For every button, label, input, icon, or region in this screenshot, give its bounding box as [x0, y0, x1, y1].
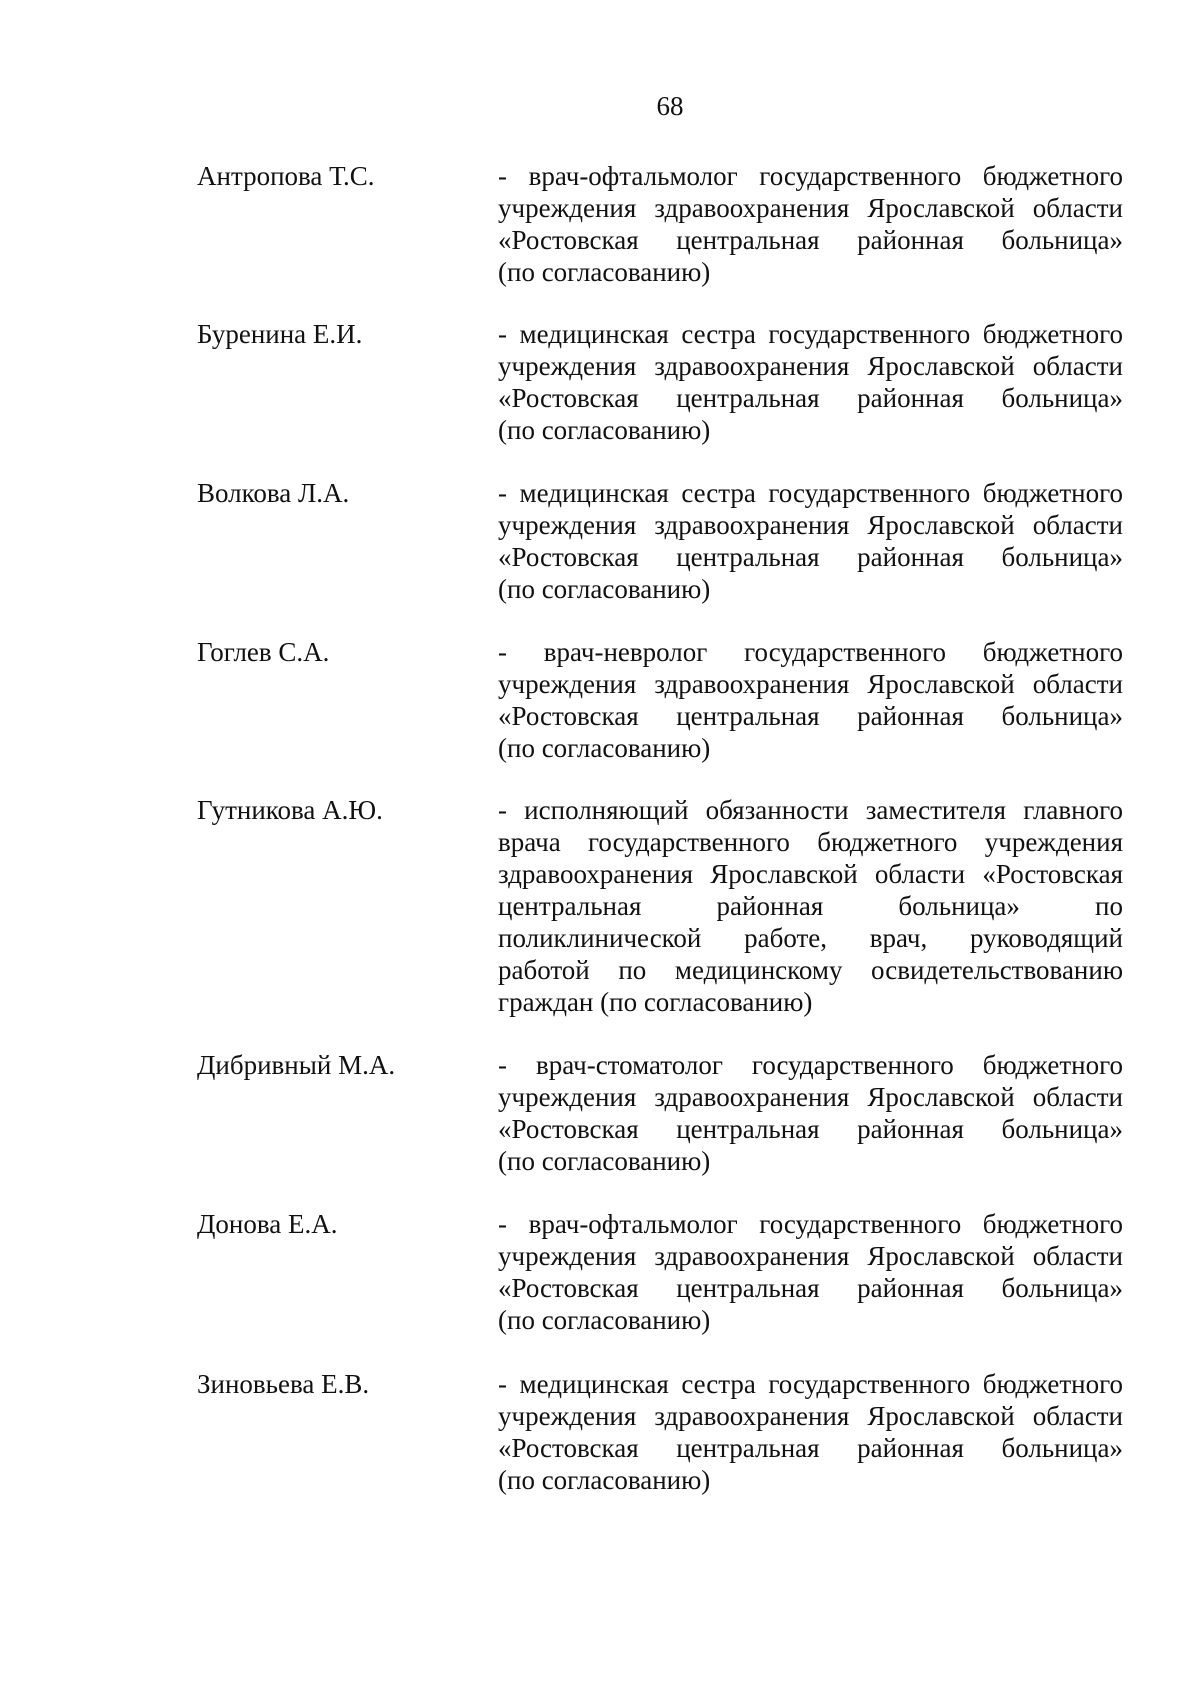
description-line: - медицинская сестра государственного бюджетного — [498, 478, 1123, 508]
page-number: 68 — [656, 91, 684, 121]
description-line: - врач-невролог государственного бюджетного — [498, 637, 1123, 667]
description-line: (по согласованию) — [498, 1305, 711, 1335]
person-name: Гутникова А.Ю. — [197, 795, 383, 825]
description-line: «Ростовская центральная районная больница» — [498, 225, 1123, 255]
person-name: Буренина Е.И. — [197, 319, 363, 349]
person-name: Гоглев С.А. — [197, 637, 330, 667]
description-line: (по согласованию) — [498, 733, 711, 763]
description-line: - врач-офтальмолог государственного бюджетного — [498, 1209, 1123, 1239]
description-line: - исполняющий обязанности заместителя главного — [498, 795, 1123, 825]
description-line: граждан (по согласованию) — [498, 987, 813, 1017]
description-line: здравоохранения Ярославской области «Ростовская — [498, 859, 1123, 889]
description-line: (по согласованию) — [498, 257, 711, 287]
position-description — [498, 636, 1123, 764]
position-description — [498, 318, 1123, 446]
description-line: - медицинская сестра государственного бюджетного — [498, 319, 1123, 349]
description-line: (по согласованию) — [498, 415, 711, 445]
person-name: Зиновьева Е.В. — [197, 1369, 370, 1399]
description-line: учреждения здравоохранения Ярославской области — [498, 1082, 1123, 1112]
position-description — [498, 794, 1123, 1018]
description-line: учреждения здравоохранения Ярославской области — [498, 351, 1123, 381]
description-line: «Ростовская центральная районная больница» — [498, 383, 1123, 413]
description-line: «Ростовская центральная районная больница» — [498, 542, 1123, 572]
description-line: врача государственного бюджетного учреждения — [498, 827, 1123, 857]
description-line: поликлинической работе, врач, руководящий — [498, 923, 1123, 953]
description-line: (по согласованию) — [498, 1465, 711, 1495]
description-line: - медицинская сестра государственного бюджетного — [498, 1369, 1123, 1399]
position-description — [498, 1368, 1123, 1496]
position-description — [498, 160, 1123, 288]
description-line: - врач-офтальмолог государственного бюджетного — [498, 161, 1123, 191]
description-line: центральная районная больница» по — [498, 891, 1123, 921]
description-line: учреждения здравоохранения Ярославской области — [498, 510, 1123, 540]
description-line: учреждения здравоохранения Ярославской области — [498, 193, 1123, 223]
description-line: учреждения здравоохранения Ярославской области — [498, 669, 1123, 699]
person-name: Дибривный М.А. — [197, 1050, 396, 1080]
description-line: работой по медицинскому освидетельствованию — [498, 955, 1123, 985]
person-name: Донова Е.А. — [197, 1209, 338, 1239]
position-description — [498, 1049, 1123, 1177]
position-description — [498, 1208, 1123, 1336]
description-line: «Ростовская центральная районная больница» — [498, 1273, 1123, 1303]
description-line: учреждения здравоохранения Ярославской области — [498, 1401, 1123, 1431]
description-line: учреждения здравоохранения Ярославской области — [498, 1241, 1123, 1271]
description-line: «Ростовская центральная районная больница» — [498, 1114, 1123, 1144]
person-name: Волкова Л.А. — [197, 478, 350, 508]
description-line: «Ростовская центральная районная больница» — [498, 1433, 1123, 1463]
position-description — [498, 477, 1123, 605]
description-line: - врач-стоматолог государственного бюджетного — [498, 1050, 1123, 1080]
description-line: (по согласованию) — [498, 1146, 711, 1176]
person-name: Антропова Т.С. — [197, 161, 375, 191]
description-line: (по согласованию) — [498, 574, 711, 604]
description-line: «Ростовская центральная районная больница» — [498, 701, 1123, 731]
